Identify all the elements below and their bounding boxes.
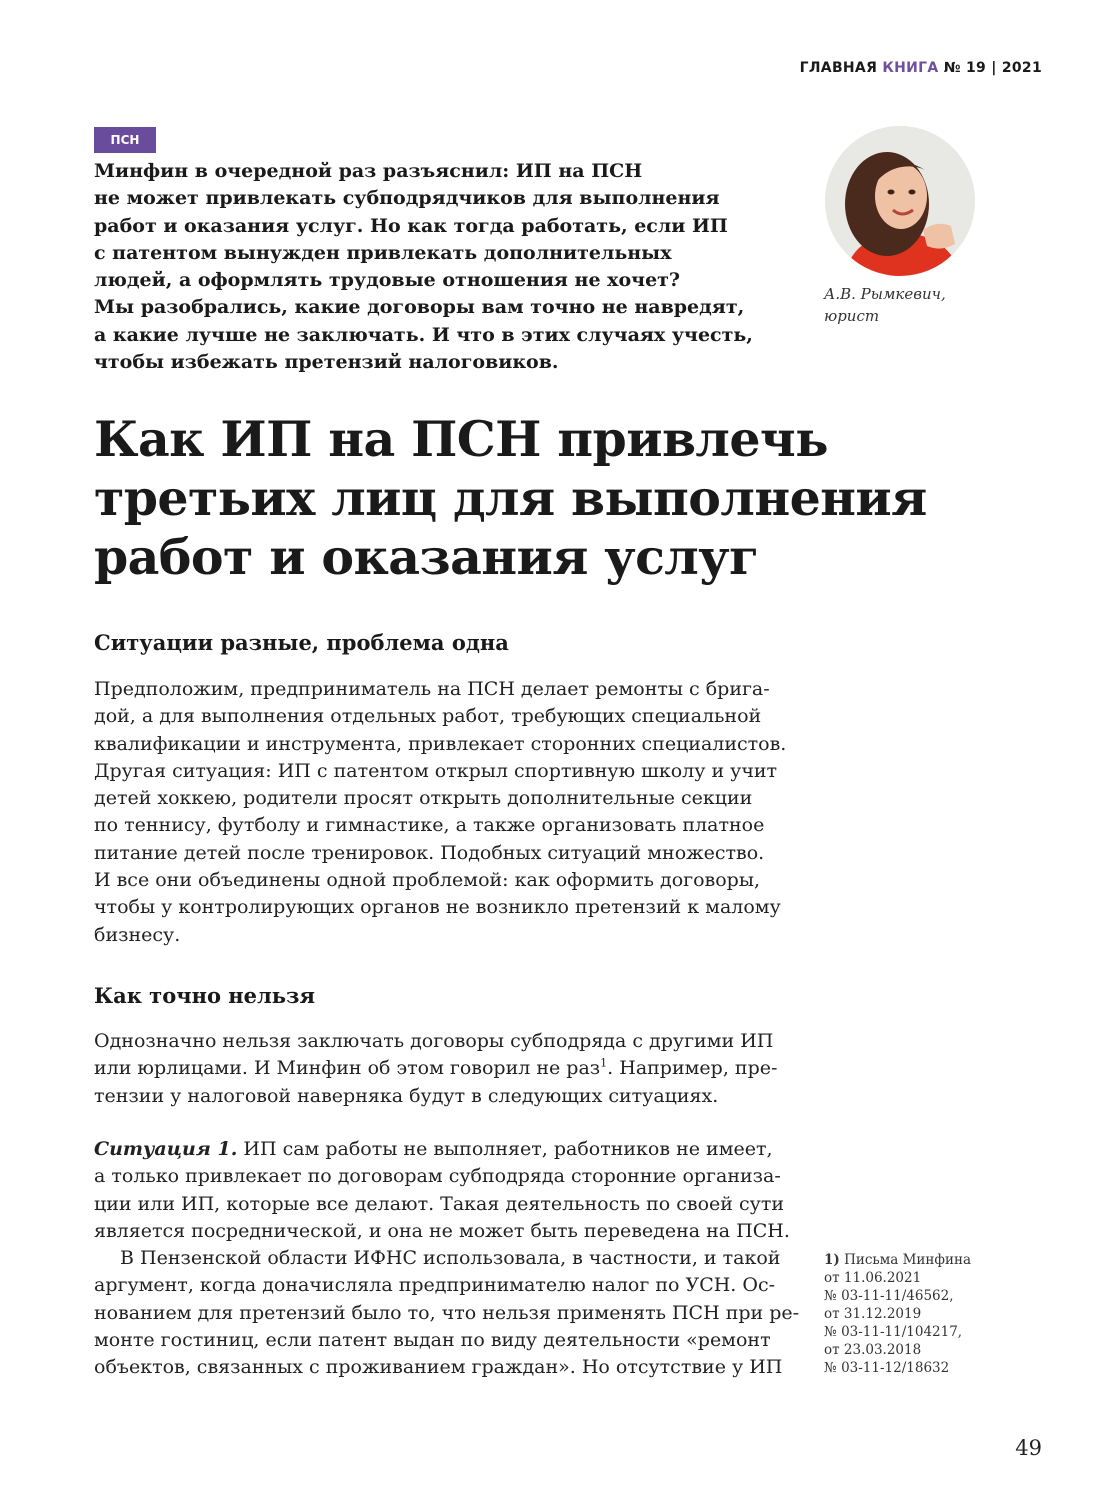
text-fragment: . Например, пре-	[607, 1057, 778, 1080]
footnote-line: от 23.03.2018	[824, 1342, 922, 1358]
text-line	[94, 1136, 790, 1163]
text-line: В Пензенской области ИФНС использовала, в частности, и такой	[120, 1247, 781, 1269]
category-tag: ПСН	[94, 127, 156, 153]
text-line: Предположим, предприниматель на ПСН делает ремонты с брига-	[94, 678, 770, 700]
text-line: дой, а для выполнения отдельных работ, требующих специальной	[94, 705, 762, 728]
magazine-name-accent: КНИГА	[882, 60, 939, 76]
footnote	[824, 1251, 1054, 1377]
lead-line: Мы разобрались, какие договоры вам точно не навредят,	[94, 296, 745, 319]
text-line: является посреднической, и она не может быть переведена на ПСН.	[94, 1219, 790, 1242]
text-line: объектов, связанных с проживанием граждан». Но отсутствие у ИП	[94, 1356, 783, 1379]
text-line: Однозначно нельзя заключать договоры субподряда с другими ИП	[94, 1030, 774, 1052]
section-heading-situations: Ситуации разные, проблема одна	[94, 630, 509, 655]
author-name: А.В. Рымкевич,	[824, 285, 946, 303]
lead-line: не может привлекать субподрядчиков для выполнения	[94, 187, 720, 210]
lead-line: Минфин в очередной раз разъяснил: ИП на ПСН	[94, 160, 643, 182]
lead-line: людей, а оформлять трудовые отношения не хочет?	[94, 269, 681, 292]
text-line: чтобы у контролирующих органов не возникло претензий к малому	[94, 896, 781, 919]
paragraph-forbidden	[94, 1028, 777, 1110]
text-fragment: ИП сам работы не выполняет, работников не имеет,	[237, 1138, 773, 1160]
footnote-line: № 03-11-11/46562,	[824, 1288, 954, 1304]
text-line: питание детей после тренировок. Подобных ситуаций множество.	[94, 841, 765, 864]
title-line: работ и оказания услуг	[94, 528, 759, 586]
paragraph-situations	[94, 676, 786, 949]
text-line: аргумент, когда доначисляла предпринимателю налог по УСН. Ос-	[94, 1274, 776, 1297]
lead-line: работ и оказания услуг. Но как тогда работать, если ИП	[94, 214, 728, 237]
author-role: юрист	[824, 307, 880, 325]
text-line: И все они объединены одной проблемой: как оформить договоры,	[94, 869, 760, 892]
footnote-line	[824, 1251, 1054, 1269]
text-line: тензии у налоговой наверняка будут в следующих ситуациях.	[94, 1084, 719, 1107]
title-line: третьих лиц для выполнения	[94, 469, 927, 527]
paragraph-situation-1	[94, 1136, 790, 1245]
title-line: Как ИП на ПСН привлечь	[94, 410, 828, 468]
article-title	[94, 410, 994, 587]
text-line: Другая ситуация: ИП с патентом открыл спортивную школу и учит	[94, 759, 778, 782]
text-line: ции или ИП, которые все делают. Такая деятельность по своей сути	[94, 1192, 784, 1215]
footnote-line: № 03-11-12/18632	[824, 1360, 950, 1376]
paragraph-penza	[94, 1245, 799, 1381]
lead-line: а какие лучше не заключать. И что в этих случаях учесть,	[94, 323, 753, 346]
text-line	[94, 1055, 777, 1082]
text-line: по теннису, футболу и гимнастике, а также организовать платное	[94, 814, 765, 837]
text-line: нованием для претензий было то, что нельзя применять ПСН при ре-	[94, 1301, 800, 1324]
magazine-name: ГЛАВНАЯ	[799, 60, 878, 76]
magazine-header	[800, 60, 1042, 76]
text-line: монте гостиниц, если патент выдан по виду деятельности «ремонт	[94, 1328, 771, 1351]
page-number: 49	[1015, 1436, 1042, 1460]
footnote-line: от 11.06.2021	[824, 1270, 922, 1286]
issue-number: № 19 | 2021	[943, 60, 1042, 76]
text-line: бизнесу.	[94, 923, 181, 946]
author-photo	[825, 126, 975, 276]
author-portrait-icon	[825, 126, 975, 276]
lead-paragraph	[94, 158, 784, 376]
section-heading-forbidden: Как точно нельзя	[94, 983, 315, 1008]
footnote-line: от 31.12.2019	[824, 1306, 922, 1322]
text-line: а только привлекает по договорам субподряда сторонние организа-	[94, 1165, 781, 1188]
text-line: детей хоккею, родители просят открыть дополнительные секции	[94, 787, 753, 810]
lead-line: чтобы избежать претензий налоговиков.	[94, 351, 559, 374]
author-caption	[824, 283, 1024, 327]
text-line: квалификации и инструмента, привлекает сторонних специалистов.	[94, 732, 787, 755]
text-fragment: или юрлицами. И Минфин об этом говорил не раз	[94, 1057, 601, 1080]
footnote-ref: 1	[600, 1056, 608, 1070]
footnote-number: 1)	[824, 1252, 840, 1268]
footnote-line: № 03-11-11/104217,	[824, 1324, 963, 1340]
text-fragment: Письма Минфина	[839, 1252, 972, 1268]
situation-label: Ситуация 1.	[94, 1138, 238, 1160]
lead-line: с патентом вынужден привлекать дополнительных	[94, 241, 672, 264]
